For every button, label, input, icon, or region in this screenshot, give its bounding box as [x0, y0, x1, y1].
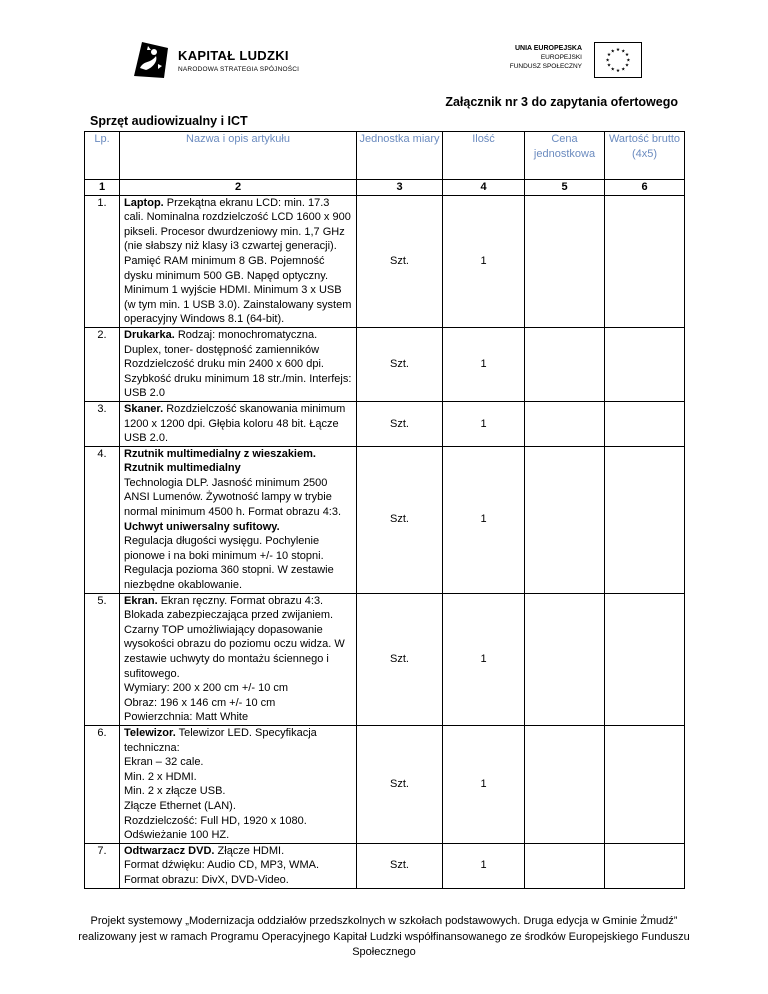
row-value — [605, 725, 685, 843]
row-description — [120, 593, 357, 725]
description-line: Obraz: 196 x 146 cm +/- 10 cm — [124, 696, 276, 709]
description-line: Ekran. Ekran ręczny. Format obrazu 4:3. Blokada zabezpieczająca przed zwijaniem. Czarny TOP umożliwiający dopasowanie wysokości obrazu do poziomu oczu widza. W zestawie uchwyty do montażu ściennego i sufitowego. — [124, 594, 345, 680]
row-unit: Szt. — [357, 327, 443, 401]
table-header-row — [85, 132, 685, 180]
eu-logo-line1: UNIA EUROPEJSKA — [514, 45, 582, 52]
description-line — [124, 447, 352, 462]
row-unit: Szt. — [357, 195, 443, 327]
eu-star-icon: ★ — [610, 49, 615, 55]
description-line: Technologia DLP. Jasność minimum 2500 ANSI Lumenów. Żywotność lampy w trybie normal minimum 4500 h. Format obrazu 4:3. — [124, 476, 342, 519]
col-num: 6 — [605, 180, 685, 196]
row-qty: 1 — [443, 195, 525, 327]
header-price: Cena jednostkowa — [525, 132, 605, 180]
item-name: Uchwyt uniwersalny sufitowy. — [124, 520, 280, 533]
header-unit: Jednostka miary — [357, 132, 443, 180]
item-name: Laptop. — [124, 196, 164, 209]
row-value — [605, 843, 685, 888]
col-num: 2 — [120, 180, 357, 196]
row-unit: Szt. — [357, 446, 443, 593]
eu-flag-icon — [594, 42, 642, 78]
table-row — [85, 327, 685, 401]
row-price — [525, 593, 605, 725]
description-line — [124, 461, 352, 476]
row-lp: 6. — [85, 725, 120, 843]
item-name: Odtwarzacz DVD. — [124, 844, 215, 857]
table-row — [85, 843, 685, 888]
description-line: Złącze Ethernet (LAN). — [124, 799, 236, 812]
row-description — [120, 327, 357, 401]
row-unit: Szt. — [357, 725, 443, 843]
row-qty: 1 — [443, 593, 525, 725]
item-name: Telewizor. — [124, 726, 176, 739]
row-price — [525, 446, 605, 593]
row-value — [605, 195, 685, 327]
row-price — [525, 843, 605, 888]
kapital-ludzki-emblem-icon — [128, 38, 172, 82]
col-num: 1 — [85, 180, 120, 196]
col-num: 4 — [443, 180, 525, 196]
table-row — [85, 446, 685, 593]
row-value — [605, 327, 685, 401]
row-lp: 4. — [85, 446, 120, 593]
row-description — [120, 843, 357, 888]
item-name: Ekran. — [124, 594, 158, 607]
table-row — [85, 195, 685, 327]
eu-logo — [494, 42, 642, 82]
table-row — [85, 401, 685, 446]
description-line: Min. 2 x złącze USB. — [124, 785, 226, 798]
description-line: Min. 2 x HDMI. — [124, 770, 197, 783]
row-description — [120, 401, 357, 446]
section-title: Sprzęt audiowizualny i ICT — [90, 114, 248, 128]
row-unit: Szt. — [357, 843, 443, 888]
description-line: Skaner. Rozdzielczość skanowania minimum 1200 x 1200 dpi. Głębia koloru 48 bit. Łącze USB 2.0. — [124, 402, 346, 445]
row-price — [525, 401, 605, 446]
col-num: 3 — [357, 180, 443, 196]
col-num: 5 — [525, 180, 605, 196]
row-qty: 1 — [443, 401, 525, 446]
header-name: Nazwa i opis artykułu — [120, 132, 357, 180]
eu-star-icon: ★ — [621, 49, 626, 55]
row-unit: Szt. — [357, 593, 443, 725]
row-price — [525, 195, 605, 327]
row-price — [525, 327, 605, 401]
table-row — [85, 725, 685, 843]
description-line: Odtwarzacz DVD. Złącze HDMI. — [124, 844, 285, 857]
header-qty: Ilość — [443, 132, 525, 180]
row-unit: Szt. — [357, 401, 443, 446]
logo-subtitle: NARODOWA STRATEGIA SPÓJNOŚCI — [178, 66, 300, 73]
column-number-row — [85, 180, 685, 196]
eu-star-icon: ★ — [624, 63, 630, 69]
eu-star-icon: ★ — [606, 53, 612, 59]
description-line: Telewizor. Telewizor LED. Specyfikacja techniczna: — [124, 726, 317, 754]
row-qty: 1 — [443, 843, 525, 888]
description-line: Regulacja długości wysięgu. Pochylenie pionowe i na boki minimum +/- 10 stopni. Regulacja pozioma 360 stopni. W zestawie niezbędne okablowanie. — [124, 535, 334, 592]
row-lp: 5. — [85, 593, 120, 725]
eu-star-icon: ★ — [610, 67, 615, 73]
description-line: Wymiary: 200 x 200 cm +/- 10 cm — [124, 682, 289, 695]
eu-star-icon: ★ — [621, 67, 626, 73]
description-line: Format obrazu: DivX, DVD-Video. — [124, 873, 289, 886]
row-value — [605, 446, 685, 593]
logo-title: KAPITAŁ LUDZKI — [178, 48, 289, 63]
row-description — [120, 725, 357, 843]
row-value — [605, 593, 685, 725]
description-line: Laptop. Przekątna ekranu LCD: min. 17.3 cali. Nominalna rozdzielczość LCD 1600 x 900 pikseli. Procesor dwurdzeniowy min. 1,7 GHz (nie słabszy niż klasy i3 czwartej generacji). Pamięć RAM minimum 8 GB. Pojemność dysku minimum 500 GB. Napęd optyczny. Minimum 1 wyjście HDMI. Minimum 3 x USB (w tym min. 1 USB 3.0). Zainstalowany system operacyjny Windows 8.1 (64-bit). — [124, 196, 352, 326]
kapital-ludzki-logo — [128, 36, 308, 84]
row-price — [525, 725, 605, 843]
description-line — [124, 520, 352, 535]
table-row — [85, 593, 685, 725]
row-lp: 1. — [85, 195, 120, 327]
eu-star-icon: ★ — [615, 68, 621, 74]
row-lp: 7. — [85, 843, 120, 888]
eu-logo-line3: FUNDUSZ SPOŁECZNY — [509, 63, 582, 70]
eu-star-icon: ★ — [626, 58, 631, 64]
row-description — [120, 446, 357, 593]
row-lp: 3. — [85, 401, 120, 446]
attachment-title: Załącznik nr 3 do zapytania ofertowego — [445, 95, 678, 109]
row-qty: 1 — [443, 725, 525, 843]
row-qty: 1 — [443, 446, 525, 593]
eu-logo-line2: EUROPEJSKI — [540, 54, 582, 61]
item-name: Rzutnik multimedialny — [124, 462, 241, 475]
eu-star-icon: ★ — [606, 63, 612, 69]
description-line: Format dźwięku: Audio CD, MP3, WMA. — [124, 859, 319, 872]
item-name: Rzutnik multimedialny z wieszakiem. — [124, 447, 316, 460]
row-qty: 1 — [443, 327, 525, 401]
header-lp: Lp. — [85, 132, 120, 180]
description-line: Drukarka. Rodzaj: monochromatyczna. Duplex, toner- dostępność zamienników Rozdzielczość druku min 2400 x 600 dpi. Szybkość druku minimum 18 str./min. Interfejs: USB 2.0 — [124, 328, 352, 400]
footer-text: Projekt systemowy „Modernizacja oddziałów przedszkolnych w szkołach podstawowych. Druga edycja w Gminie Żmudź” realizowany jest w ramach Programu Operacyjnego Kapitał Ludzki współfinansowanego ze środków Europejskiego Funduszu Społecznego — [78, 915, 690, 958]
row-lp: 2. — [85, 327, 120, 401]
eu-star-icon: ★ — [615, 48, 621, 54]
description-line: Rozdzielczość: Full HD, 1920 x 1080. — [124, 814, 307, 827]
description-line: Powierzchnia: Matt White — [124, 711, 249, 724]
row-description — [120, 195, 357, 327]
description-line: Ekran – 32 cale. — [124, 756, 204, 769]
eu-star-icon: ★ — [624, 53, 630, 59]
eu-star-icon: ★ — [605, 58, 610, 64]
header-value: Wartość brutto (4x5) — [605, 132, 685, 180]
item-name: Skaner. — [124, 402, 164, 415]
item-name: Drukarka. — [124, 328, 175, 341]
description-line: Odświeżanie 100 HZ. — [124, 829, 230, 842]
row-value — [605, 401, 685, 446]
equipment-table — [84, 131, 685, 889]
